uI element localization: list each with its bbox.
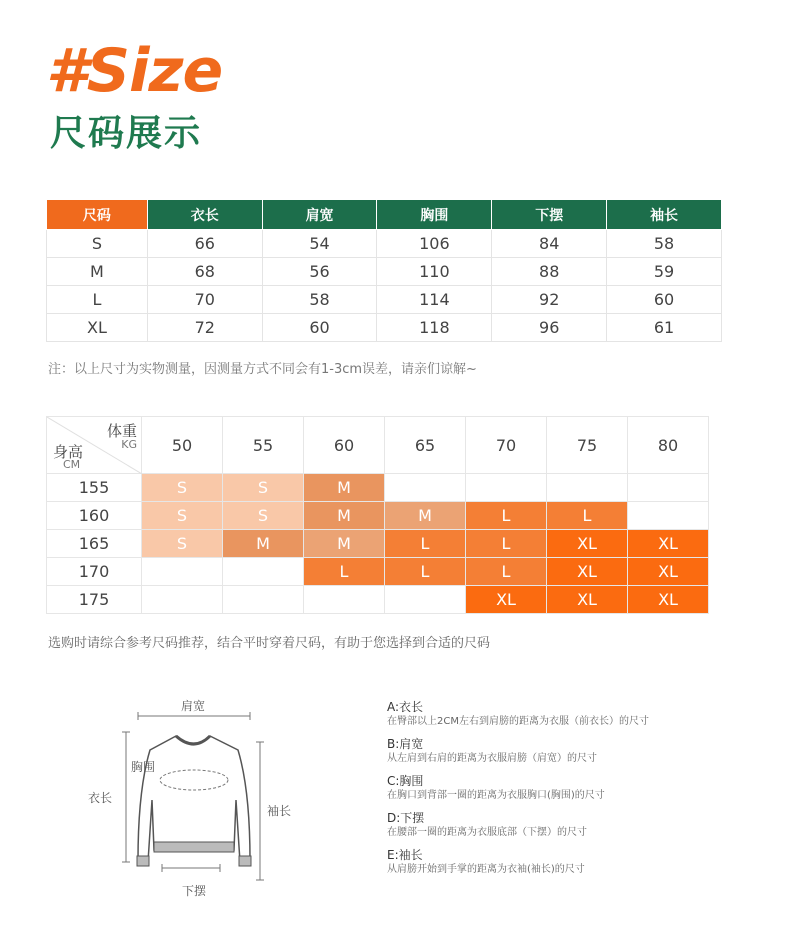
sweater-diagram bbox=[110, 690, 320, 900]
size-cell: M bbox=[304, 474, 385, 502]
table-cell: 59 bbox=[607, 258, 722, 286]
recommend-row bbox=[47, 586, 709, 614]
definition-item bbox=[387, 811, 649, 839]
table-cell: 88 bbox=[492, 258, 607, 286]
table-cell: 84 bbox=[492, 230, 607, 258]
size-cell: L bbox=[466, 558, 547, 586]
size-cell: S bbox=[142, 502, 223, 530]
definition-item bbox=[387, 774, 649, 802]
table-cell: 60 bbox=[262, 314, 377, 342]
size-cell bbox=[142, 558, 223, 586]
definition-item bbox=[387, 848, 649, 876]
size-cell: L bbox=[466, 502, 547, 530]
table-cell: 114 bbox=[377, 286, 492, 314]
table-row bbox=[47, 258, 722, 286]
recommend-row bbox=[47, 474, 709, 502]
weight-header: 60 bbox=[304, 417, 385, 474]
size-cell: L bbox=[304, 558, 385, 586]
table-cell: L bbox=[47, 286, 148, 314]
definition-key: D:下摆 bbox=[387, 811, 425, 825]
weight-header: 80 bbox=[628, 417, 709, 474]
table-cell: M bbox=[47, 258, 148, 286]
definitions-list bbox=[387, 700, 649, 885]
height-cell: 170 bbox=[47, 558, 142, 586]
table-cell: 58 bbox=[262, 286, 377, 314]
table-cell: 56 bbox=[262, 258, 377, 286]
size-cell: M bbox=[304, 502, 385, 530]
size-cell: M bbox=[385, 502, 466, 530]
definition-item bbox=[387, 700, 649, 728]
size-cell: XL bbox=[547, 530, 628, 558]
recommend-corner bbox=[47, 417, 142, 474]
table-row bbox=[47, 314, 722, 342]
size-cell bbox=[304, 586, 385, 614]
size-cell bbox=[628, 502, 709, 530]
definition-desc: 从左肩到右肩的距离为衣服肩膀（肩宽）的尺寸 bbox=[387, 753, 597, 764]
height-cell: 165 bbox=[47, 530, 142, 558]
diagram-shoulder-label: 肩宽 bbox=[181, 699, 206, 713]
size-cell bbox=[223, 558, 304, 586]
header-hem: 下摆 bbox=[492, 200, 607, 230]
size-table-header bbox=[47, 200, 722, 230]
table-cell: 110 bbox=[377, 258, 492, 286]
table-cell: 106 bbox=[377, 230, 492, 258]
diagram-chest-label: 胸围 bbox=[131, 760, 156, 774]
size-cell bbox=[385, 586, 466, 614]
recommend-row bbox=[47, 530, 709, 558]
size-cell: L bbox=[466, 530, 547, 558]
recommend-tip: 选购时请综合参考尺码推荐，结合平时穿着尺码，有助于您选择到合适的尺码 bbox=[48, 636, 491, 651]
size-cell: L bbox=[547, 502, 628, 530]
title-en: #Size bbox=[46, 36, 223, 106]
table-cell: 54 bbox=[262, 230, 377, 258]
table-cell: 61 bbox=[607, 314, 722, 342]
weight-header: 75 bbox=[547, 417, 628, 474]
table-cell: 70 bbox=[147, 286, 262, 314]
size-cell bbox=[385, 474, 466, 502]
weight-header: 70 bbox=[466, 417, 547, 474]
recommend-row bbox=[47, 558, 709, 586]
size-cell: S bbox=[223, 502, 304, 530]
table-cell: 60 bbox=[607, 286, 722, 314]
definition-desc: 在臀部以上2CM左右到肩膀的距离为衣服（前衣长）的尺寸 bbox=[387, 716, 649, 727]
weight-label: 体重 bbox=[106, 422, 137, 440]
height-cell: 160 bbox=[47, 502, 142, 530]
size-cell: S bbox=[142, 474, 223, 502]
size-cell: M bbox=[304, 530, 385, 558]
definition-desc: 在胸口到背部一圈的距离为衣服胸口(胸围)的尺寸 bbox=[387, 790, 605, 801]
weight-header: 50 bbox=[142, 417, 223, 474]
table-cell: 68 bbox=[147, 258, 262, 286]
size-cell bbox=[628, 474, 709, 502]
table-cell: 118 bbox=[377, 314, 492, 342]
definition-key: E:袖长 bbox=[387, 848, 423, 862]
size-cell bbox=[142, 586, 223, 614]
weight-unit: KG bbox=[121, 438, 137, 451]
diagram-hem-label: 下摆 bbox=[182, 884, 207, 898]
recommend-table bbox=[46, 416, 709, 614]
size-cell: XL bbox=[628, 558, 709, 586]
definition-key: C:胸围 bbox=[387, 774, 424, 788]
size-cell: XL bbox=[628, 586, 709, 614]
header-sleeve: 袖长 bbox=[607, 200, 722, 230]
size-cell: S bbox=[223, 474, 304, 502]
table-cell: 58 bbox=[607, 230, 722, 258]
table-cell: 92 bbox=[492, 286, 607, 314]
table-cell: 96 bbox=[492, 314, 607, 342]
header-size: 尺码 bbox=[47, 200, 148, 230]
size-cell: L bbox=[385, 530, 466, 558]
recommend-row bbox=[47, 502, 709, 530]
size-cell bbox=[547, 474, 628, 502]
table-cell: XL bbox=[47, 314, 148, 342]
size-cell: S bbox=[142, 530, 223, 558]
definition-key: A:衣长 bbox=[387, 700, 424, 714]
height-cell: 175 bbox=[47, 586, 142, 614]
size-cell bbox=[466, 474, 547, 502]
table-row bbox=[47, 286, 722, 314]
table-row bbox=[47, 230, 722, 258]
height-label: 身高 bbox=[53, 443, 84, 461]
size-cell: XL bbox=[547, 558, 628, 586]
measurement-note: 注：以上尺寸为实物测量，因测量方式不同会有1-3cm误差，请亲们谅解~ bbox=[48, 362, 477, 377]
height-cell: 155 bbox=[47, 474, 142, 502]
table-cell: 72 bbox=[147, 314, 262, 342]
table-cell: 66 bbox=[147, 230, 262, 258]
size-table bbox=[46, 199, 722, 342]
height-unit: CM bbox=[63, 458, 81, 471]
title-cn: 尺码展示 bbox=[50, 113, 203, 154]
size-cell: L bbox=[385, 558, 466, 586]
size-cell: XL bbox=[628, 530, 709, 558]
definition-key: B:肩宽 bbox=[387, 737, 424, 751]
table-cell: S bbox=[47, 230, 148, 258]
header-shoulder: 肩宽 bbox=[262, 200, 377, 230]
diagram-length-label: 衣长 bbox=[88, 791, 113, 805]
definition-desc: 从肩膀开始到手掌的距离为衣袖(袖长)的尺寸 bbox=[387, 864, 585, 875]
size-cell: M bbox=[223, 530, 304, 558]
recommend-header-row bbox=[47, 417, 709, 474]
definition-desc: 在腰部一圈的距离为衣服底部（下摆）的尺寸 bbox=[387, 827, 587, 838]
definition-item bbox=[387, 737, 649, 765]
size-cell: XL bbox=[547, 586, 628, 614]
weight-header: 55 bbox=[223, 417, 304, 474]
size-cell: XL bbox=[466, 586, 547, 614]
size-cell bbox=[223, 586, 304, 614]
weight-header: 65 bbox=[385, 417, 466, 474]
header-chest: 胸围 bbox=[377, 200, 492, 230]
diagram-sleeve-label: 袖长 bbox=[267, 804, 292, 818]
header-length: 衣长 bbox=[147, 200, 262, 230]
